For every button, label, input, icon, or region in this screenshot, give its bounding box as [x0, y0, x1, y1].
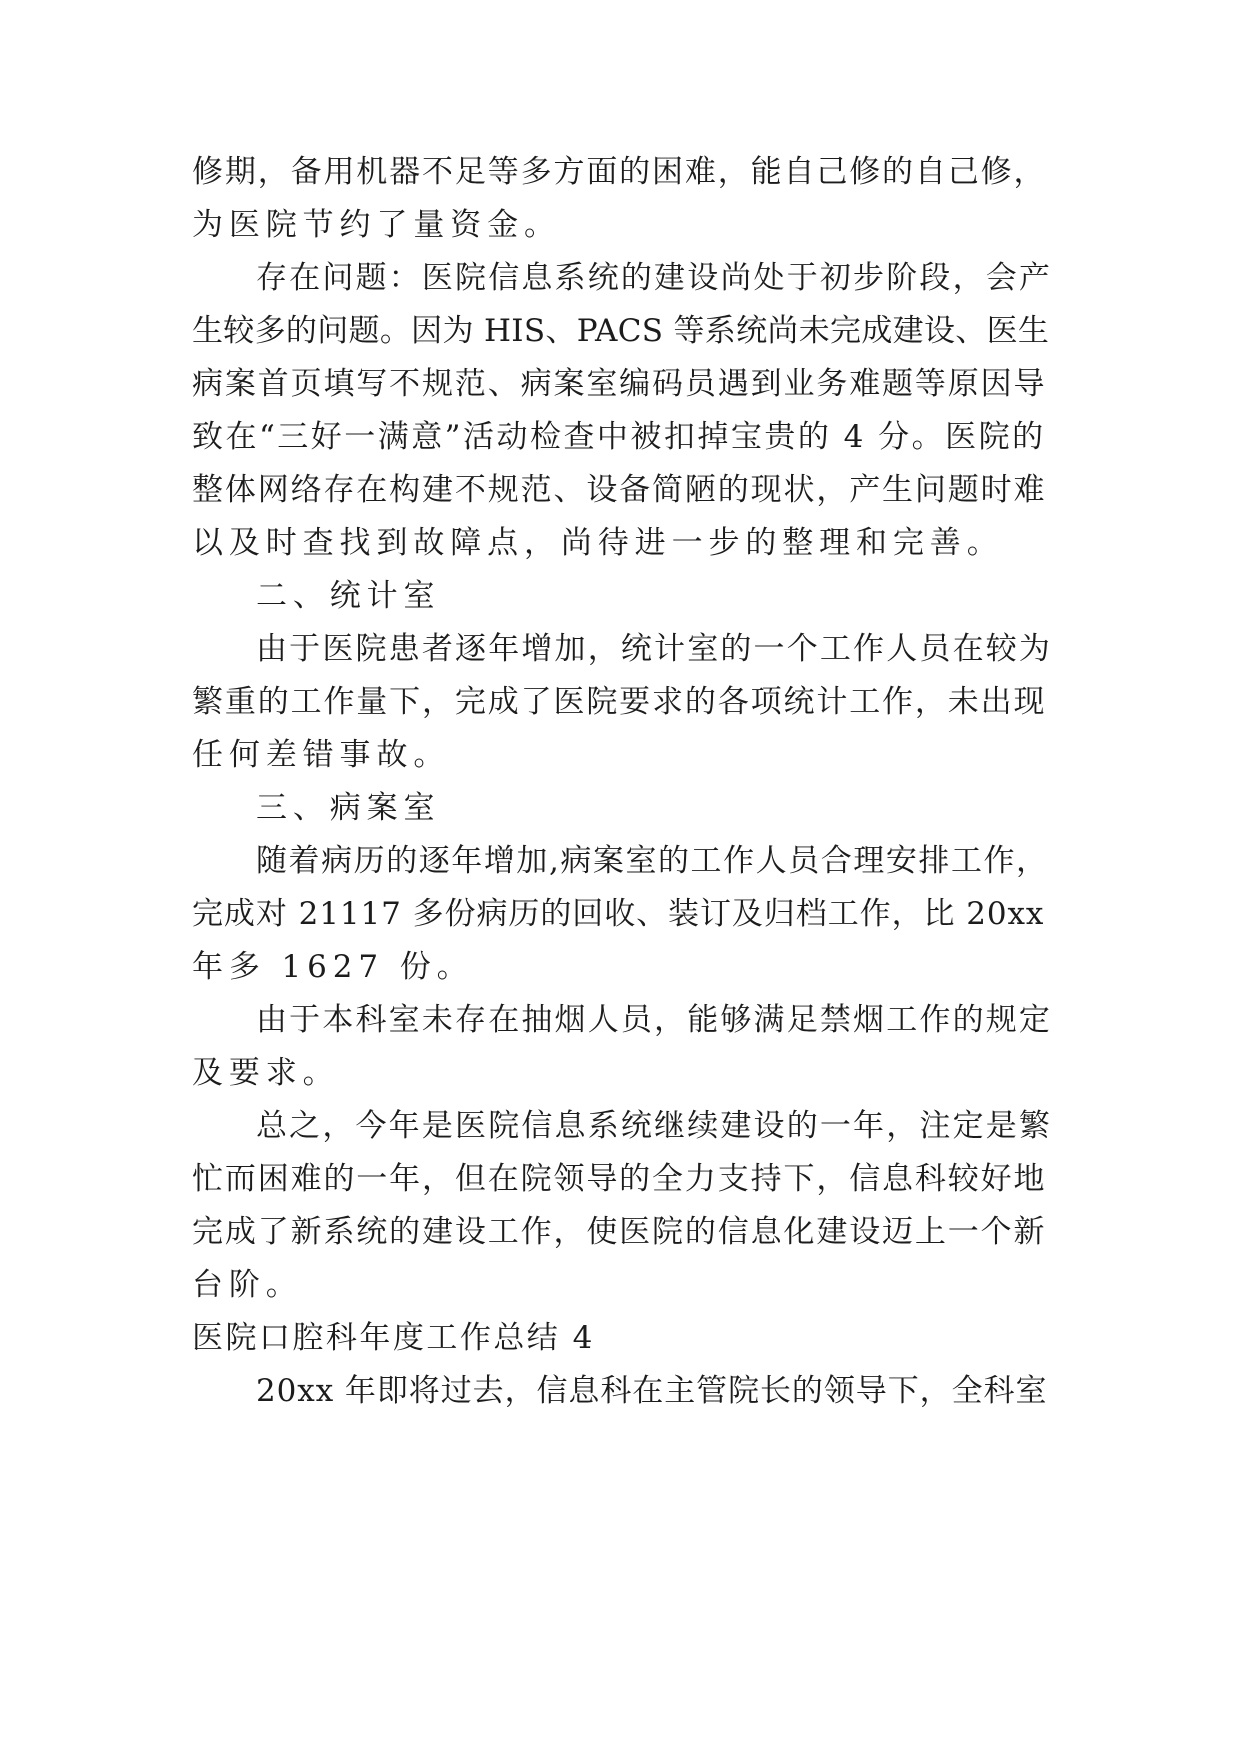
paragraph-line: 忙而困难的一年，但在院领导的全力支持下，信息科较好地	[192, 1161, 1047, 1197]
paragraph-line: 由于本科室未存在抽烟人员，能够满足禁烟工作的规定	[256, 1002, 1053, 1038]
section-heading: 三、病案室	[256, 790, 441, 826]
paragraph-line: 完成了新系统的建设工作，使医院的信息化建设迈上一个新	[192, 1214, 1047, 1250]
document-title: 医院口腔科年度工作总结 4	[192, 1320, 595, 1356]
paragraph-line: 任何差错事故。	[192, 737, 451, 773]
paragraph-line: 及要求。	[192, 1055, 340, 1091]
paragraph-line: 生较多的问题。因为 HIS、PACS 等系统尚未完成建设、医生	[192, 313, 1050, 349]
paragraph-line: 随着病历的逐年增加,病案室的工作人员合理安排工作，	[256, 843, 1049, 879]
paragraph-line: 整体网络存在构建不规范、设备简陋的现状，产生问题时难	[192, 472, 1047, 508]
paragraph-line: 致在“三好一满意”活动检查中被扣掉宝贵的 4 分。医院的	[192, 419, 1046, 455]
paragraph-line: 修期，备用机器不足等多方面的困难，能自己修的自己修，	[192, 154, 1047, 190]
paragraph-line: 由于医院患者逐年增加，统计室的一个工作人员在较为	[256, 631, 1053, 667]
paragraph-line: 为医院节约了量资金。	[192, 207, 561, 243]
paragraph-line: 存在问题：医院信息系统的建设尚处于初步阶段，会产	[256, 260, 1053, 296]
paragraph-line: 病案首页填写不规范、病案室编码员遇到业务难题等原因导	[192, 366, 1047, 402]
section-heading: 二、统计室	[256, 578, 441, 614]
paragraph-line: 以及时查找到故障点，尚待进一步的整理和完善。	[192, 525, 1004, 561]
paragraph-line: 20xx 年即将过去，信息科在主管院长的领导下，全科室	[256, 1373, 1048, 1409]
paragraph-line: 总之，今年是医院信息系统继续建设的一年，注定是繁	[256, 1108, 1053, 1144]
paragraph-line: 台阶。	[192, 1267, 303, 1303]
paragraph-line: 年多 1627 份。	[192, 949, 474, 985]
paragraph-line: 完成对 21117 多份病历的回收、装订及归档工作，比 20xx	[192, 896, 1045, 932]
paragraph-line: 繁重的工作量下，完成了医院要求的各项统计工作，未出现	[192, 684, 1047, 720]
